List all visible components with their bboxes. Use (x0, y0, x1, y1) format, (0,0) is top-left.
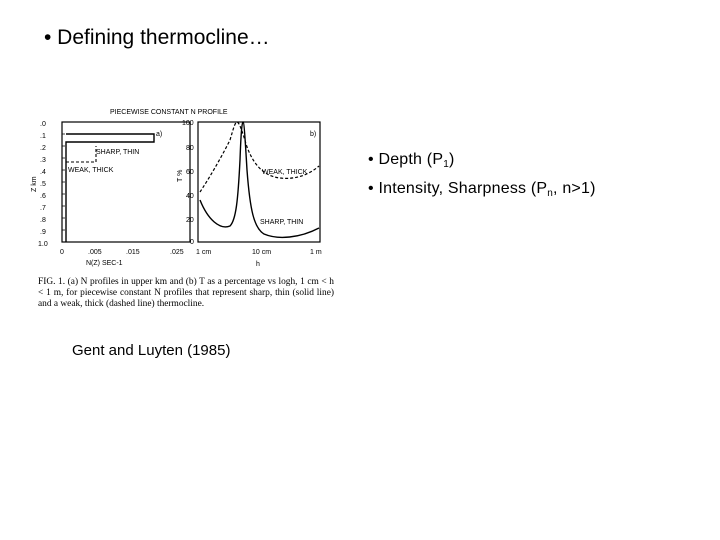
panel-a (31, 121, 190, 267)
panel-a-y-tick: 1.0 (38, 241, 48, 248)
panel-b-y-tick: 100 (182, 120, 194, 127)
panel-a-x-tick: .005 (88, 249, 102, 256)
panel-a-y-tick: .7 (40, 205, 46, 212)
panel-b-x-tick: 1 m (310, 249, 322, 256)
figure-caption: FIG. 1. (a) N profiles in upper km and (b) T as a percentage vs logh, 1 cm < h < 1 m, for piecewise constant N profiles that represent sharp, thin (solid line) and a weak, thick (dashed line) thermocline. (38, 277, 334, 309)
panel-b-x-tick: 10 cm (252, 249, 272, 256)
panel-a-y-tick: .3 (40, 157, 46, 164)
figure-heading: PIECEWISE CONSTANT N PROFILE (110, 109, 228, 116)
panel-a-x-tick: .025 (170, 249, 184, 256)
figure-credit: Gent and Luyten (1985) (72, 342, 231, 359)
panel-a-x-tick: .015 (126, 249, 140, 256)
panel-b-y-tick: 80 (186, 145, 194, 152)
panel-b-x-axis-label: h (256, 261, 260, 268)
panel-a-x-tick: 0 (60, 249, 64, 256)
panel-b (177, 120, 322, 268)
panel-a-label: a) (156, 131, 163, 138)
panel-a-y-tick: .8 (40, 217, 46, 224)
bullet-depth: • Depth $(P_1)$ (368, 151, 455, 170)
panel-b-sharp-thin-label: SHARP, THIN (260, 219, 304, 226)
weak-thick-label: WEAK, THICK (68, 167, 114, 174)
slide-title: • Defining thermocline… (44, 26, 270, 49)
panel-a-y-tick: .6 (40, 193, 46, 200)
panel-a-y-tick: .4 (40, 169, 46, 176)
panel-a-y-tick: .9 (40, 229, 46, 236)
panel-a-y-tick: .5 (40, 181, 46, 188)
panel-b-y-tick: 20 (186, 217, 194, 224)
panel-a-y-ticks (38, 121, 48, 248)
weak-thick-t-curve (200, 122, 319, 192)
panel-a-x-axis-label: N(Z) SEC-1 (86, 260, 123, 267)
panel-a-y-axis-label: Z km (31, 176, 38, 192)
panel-b-weak-thick-label: WEAK, THICK (262, 169, 308, 176)
panel-b-y-tick: 0 (190, 239, 194, 246)
panel-b-x-tick: 1 cm (196, 249, 212, 256)
sharp-thin-label: SHARP, THIN (96, 149, 140, 156)
panel-b-label: b) (310, 131, 317, 138)
panel-a-frame (62, 122, 190, 242)
weak-thick-profile (66, 146, 96, 162)
panel-b-y-tick: 60 (186, 169, 194, 176)
panel-b-y-axis-label: T % (177, 169, 184, 182)
figure-plots (30, 100, 330, 280)
panel-a-y-tick: .1 (40, 133, 46, 140)
bullet-list (368, 148, 596, 206)
panel-b-y-tick: 40 (186, 193, 194, 200)
bullet-intensity: • Intensity, Sharpness ($P_n$, n>1) (368, 180, 596, 199)
panel-a-y-tick: .2 (40, 145, 46, 152)
panel-a-y-tick: .0 (40, 121, 46, 128)
